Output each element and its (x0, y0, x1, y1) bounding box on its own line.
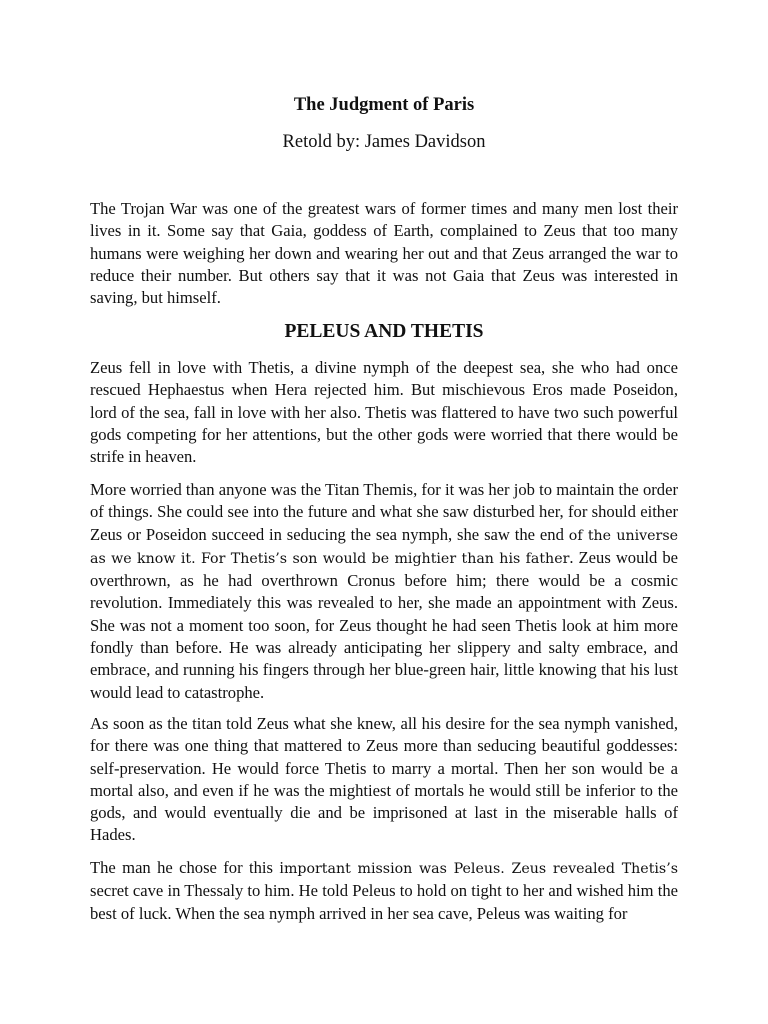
paragraph-peleus (90, 857, 678, 925)
paragraph-self-preservation: As soon as the titan told Zeus what she knew, all his desire for the sea nymph vanished, for there was one thing that mattered to Zeus more than seducing beautiful goddesses: self-preservation. He would force Thetis to marry a mortal. Then her son would be a mortal also, and even if he was the mightiest of mortals he would still be inferior to the gods, and would eventually die and be imprisoned at last in the miserable halls of Hades. (90, 714, 678, 845)
intro-paragraph: The Trojan War was one of the greatest wars of former times and many men lost their lives in it. Some say that Gaia, goddess of Earth, complained to Zeus that too many humans were weighing her down and wearing her out and that Zeus arranged the war to reduce their number. But others say that it was not Gaia that Zeus was interested in saving, but himself. (90, 199, 678, 308)
paragraph-zeus-in-love: Zeus fell in love with Thetis, a divine nymph of the deepest sea, she who had once rescued Hephaestus when Hera rejected him. But mischievous Eros made Poseidon, lord of the sea, fall in love with her also. Thetis was flattered to have two such powerful gods competing for her attentions, but the other gods were worried that there would be strife in heaven. (90, 358, 678, 467)
paragraph-themis (90, 479, 678, 704)
paragraph-themis-part-1: More worried than anyone was the Titan Themis, for it was her job to maintain the order of things. She could see into the future and what she saw disturbed her, for should either Zeus or Poseidon succeed in seducing the sea nymph, she saw the end (90, 480, 678, 544)
paragraph-peleus-part-1: The man he chose for this i (90, 858, 284, 877)
document-subtitle: Retold by: James Davidson (282, 132, 486, 152)
section-heading: PELEUS AND THETIS (284, 321, 484, 342)
paragraph-peleus-part-3: secret cave in Thessaly to him. He told Peleus to hold on tight to her and wished him the best of luck. When the sea nymph arrived in her sea cave, Peleus was waiting for (90, 881, 678, 923)
paragraph-themis-part-2: of the universe as we know it. For Thetis’s son would be mightier than his father (90, 527, 678, 567)
paragraph-themis-part-3: . Zeus would be overthrown, as he had overthrown Cronus before him; there would be a cosmic revolution. Immediately this was revealed to her, she made an appointment with Zeus. She was not a moment too soon, for Zeus thought he had seen Thetis look at him more fondly than before. He was already anticipating her slippery and salty embrace, and embrace, and running his fingers through her blue-green hair, little knowing that his lust would lead to catastrophe. (90, 547, 678, 702)
document-title: The Judgment of Paris (293, 95, 475, 115)
paragraph-peleus-part-2: mportant mission was Peleus. Zeus revealed Thetis’s (283, 861, 679, 877)
